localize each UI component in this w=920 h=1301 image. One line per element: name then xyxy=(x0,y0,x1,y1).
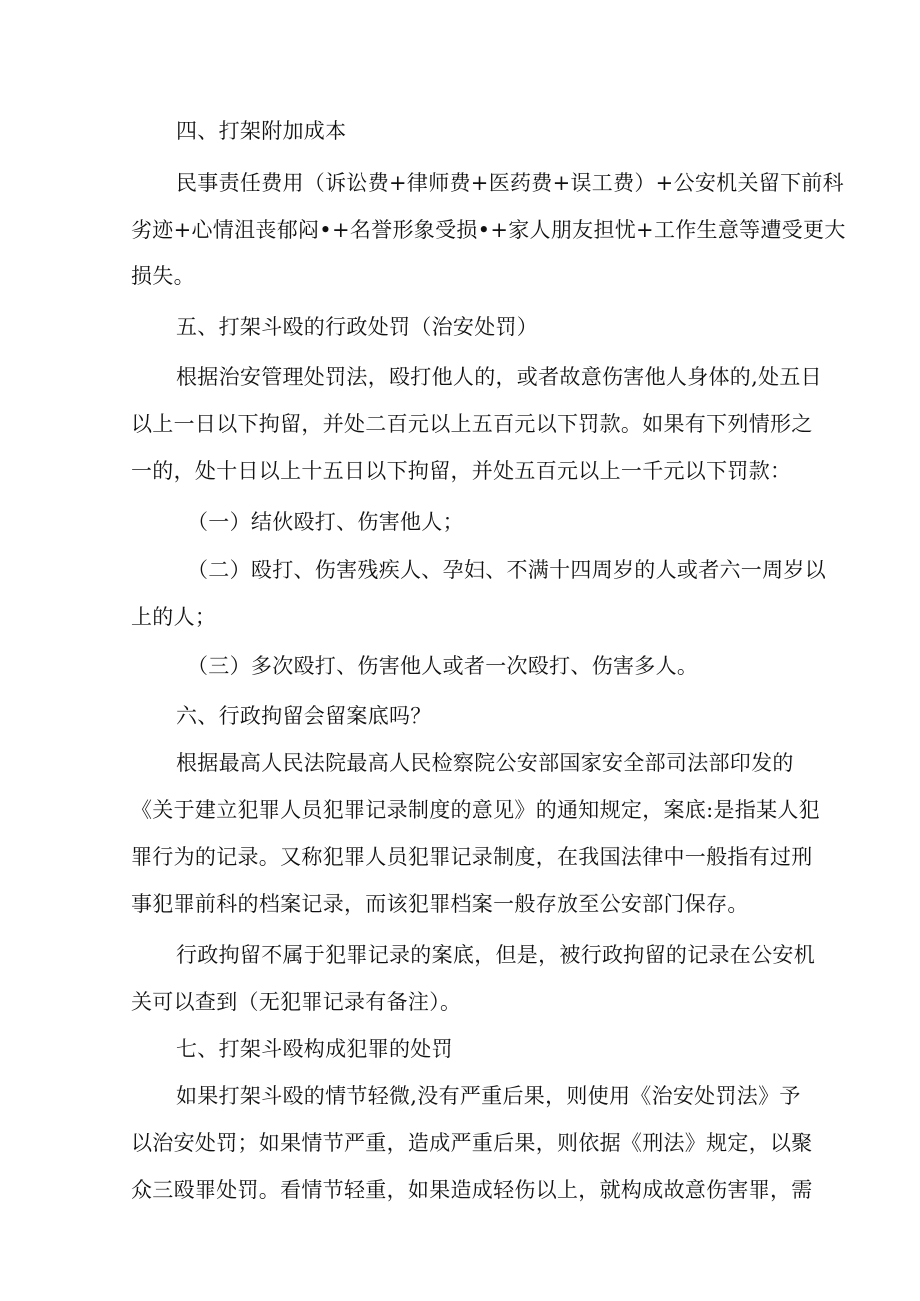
section-7-heading: 七、打架斗殴构成犯罪的处罚 xyxy=(176,1037,453,1061)
paragraph-line: 以上一日以下拘留，并处二百元以上五百元以下罚款。如果有下列情形之 xyxy=(131,412,813,436)
paragraph-line: 以治安处罚；如果情节严重，造成严重后果，则依据《刑法》规定，以聚 xyxy=(131,1131,813,1155)
paragraph-line: 关可以查到（无犯罪记录有备注）。 xyxy=(131,990,462,1014)
paragraph-line: 如果打架斗殴的情节轻微,没有严重后果，则使用《治安处罚法》予 xyxy=(176,1084,801,1108)
section-4-heading: 四、打架附加成本 xyxy=(176,119,347,143)
section-5-heading: 五、打架斗殴的行政处罚（治安处罚） xyxy=(176,315,539,339)
paragraph-line: 根据治安管理处罚法，殴打他人的，或者故意伤害他人身体的,处五日 xyxy=(176,365,822,389)
list-item-2: （二）殴打、伤害残疾人、孕妇、不满十四周岁的人或者六一周岁以 xyxy=(187,558,826,582)
paragraph-line: 《关于建立犯罪人员犯罪记录制度的意见》的通知规定，案底:是指某人犯 xyxy=(131,798,820,822)
paragraph-line: 损失。 xyxy=(131,264,195,288)
paragraph-line: 劣迹+心情沮丧郁闷•+名誉形象受损•+家人朋友担忧+工作生意等遭受更大 xyxy=(131,218,846,242)
paragraph-line: 根据最高人民法院最高人民检察院公安部国家安全部司法部印发的 xyxy=(176,751,794,775)
paragraph-line: 民事责任费用（诉讼费+律师费+医药费+误工费）+公安机关留下前科 xyxy=(176,171,844,195)
paragraph-line: 罪行为的记录。又称犯罪人员犯罪记录制度，在我国法律中一般指有过刑 xyxy=(131,845,813,869)
section-6-heading: 六、行政拘留会留案底吗？ xyxy=(176,704,432,728)
list-item-3: （三）多次殴打、伤害他人或者一次殴打、伤害多人。 xyxy=(187,654,699,678)
list-item-1: （一）结伙殴打、伤害他人； xyxy=(187,510,464,534)
paragraph-line: 众三殴罪处罚。看情节轻重，如果造成轻伤以上，就构成故意伤害罪，需 xyxy=(131,1178,813,1202)
paragraph-line: 一的，处十日以上十五日以下拘留，并处五百元以上一千元以下罚款： xyxy=(131,459,792,483)
paragraph-line: 行政拘留不属于犯罪记录的案底，但是，被行政拘留的记录在公安机 xyxy=(176,943,815,967)
paragraph-line: 事犯罪前科的档案记录，而该犯罪档案一般存放至公安部门保存。 xyxy=(131,892,749,916)
list-item-2-continuation: 上的人； xyxy=(131,605,217,629)
